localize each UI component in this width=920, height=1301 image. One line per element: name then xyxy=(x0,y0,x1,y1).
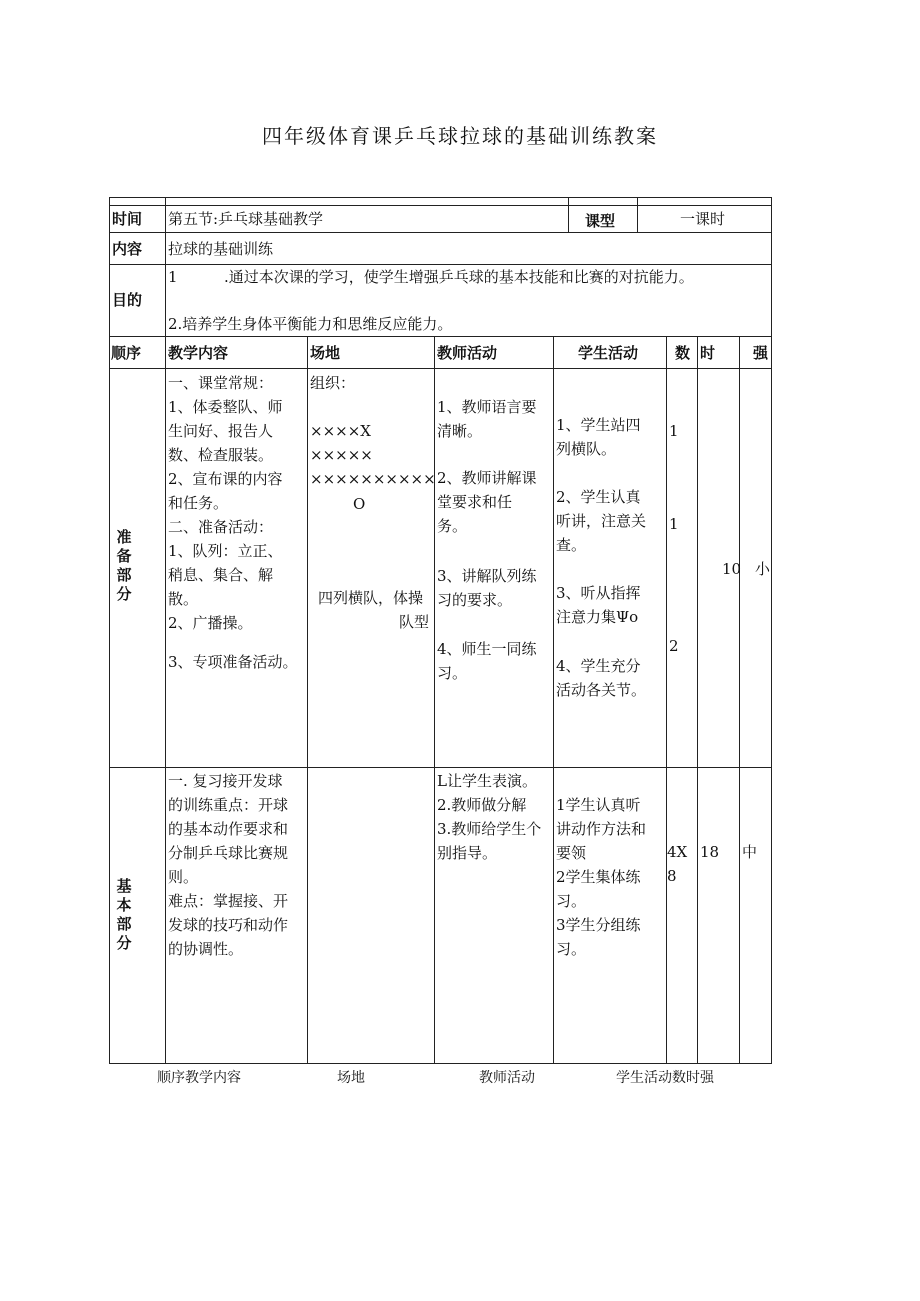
content-label: 内容 xyxy=(112,240,143,258)
type-label: 课型 xyxy=(585,212,616,230)
header-teacher: 教师活动 xyxy=(437,344,498,362)
prep-teacher-activity: 3、讲解队列练 习的要求。 xyxy=(437,567,537,609)
column-divider xyxy=(434,336,435,1064)
goal-item1-text: .通过本次课的学习，使学生增强乒乓球的基本技能和比赛的对抗能力。 xyxy=(224,268,694,286)
basic-student-activity: 1学生认真听 讲动作方法和 要领 2学生集体练 习。 3学生分组练 习。 xyxy=(556,796,647,958)
prep-student-activity: 2、学生认真 听讲，注意关 查。 xyxy=(556,488,647,554)
column-divider xyxy=(553,336,554,1064)
content-value: 拉球的基础训练 xyxy=(168,240,274,258)
type-value: 一课时 xyxy=(680,210,726,228)
table-border-right xyxy=(771,197,772,1064)
column-divider xyxy=(568,197,569,233)
prep-teacher-activity: 2、教师讲解课 堂要求和任 务。 xyxy=(437,469,537,535)
header-venue: 场地 xyxy=(310,344,341,362)
header-student: 学生活动 xyxy=(578,344,639,362)
goal-item2: 2.培养学生身体平衡能力和思维反应能力。 xyxy=(168,315,453,333)
venue-formation-desc: 四列横队，体操 xyxy=(318,589,424,607)
basic-section-label: 基本部分 xyxy=(116,877,132,952)
goal-label: 目的 xyxy=(112,291,143,309)
basic-content: 一. 复习接开发球 的训练重点：开球 的基本动作要求和 分制乒乓球比赛规 则。 难点：掌握接、开 发球的技巧和动作 的协调性。 xyxy=(168,772,289,958)
table-border-top xyxy=(109,197,772,198)
basic-intensity: 中 xyxy=(742,843,758,861)
header-order: 顺序 xyxy=(111,344,142,362)
prep-intensity: 小 xyxy=(755,560,771,578)
basic-time: 18 xyxy=(700,843,720,861)
header-intensity: 强 xyxy=(753,344,769,362)
column-divider xyxy=(165,197,166,1064)
column-divider xyxy=(666,336,667,1064)
prep-section-label: 准备部分 xyxy=(116,528,132,603)
venue-formation-row: ×××××××××× xyxy=(310,470,436,488)
row-divider xyxy=(109,232,772,233)
row-divider xyxy=(109,336,772,337)
prep-count: 1 xyxy=(669,515,679,533)
footer-student-rest: 学生活动数时强 xyxy=(616,1070,714,1086)
column-divider xyxy=(739,336,740,1064)
prep-teacher-activity: 1、教师语言要 清晰。 xyxy=(437,398,537,440)
prep-count: 1 xyxy=(669,422,679,440)
prep-time: 10 xyxy=(722,560,742,578)
prep-student-activity: 1、学生站四 列横队。 xyxy=(556,416,641,458)
column-divider xyxy=(637,197,638,233)
basic-teacher-activity: L让学生表演。 2.教师做分解 3.教师给学生个 别指导。 xyxy=(437,772,542,862)
header-content: 教学内容 xyxy=(168,344,229,362)
row-divider xyxy=(109,767,772,768)
column-divider xyxy=(307,336,308,1064)
venue-formation-row: ××××X xyxy=(310,422,371,440)
table-border-bottom xyxy=(109,1063,772,1064)
table-border-left xyxy=(109,197,110,1064)
header-count: 数 xyxy=(675,344,691,362)
venue-teacher-position: O xyxy=(353,495,366,513)
basic-count: 4X 8 xyxy=(667,843,688,885)
prep-content-last: 3、专项准备活动。 xyxy=(168,653,298,671)
venue-formation-row: ××××× xyxy=(310,446,373,464)
goal-item1-number: 1 xyxy=(168,268,178,286)
page-title: 四年级体育课乒乓球拉球的基础训练教案 xyxy=(262,124,658,148)
prep-count: 2 xyxy=(669,637,679,655)
time-label: 时间 xyxy=(112,210,143,228)
venue-organization: 组织： xyxy=(310,374,356,392)
header-time: 时 xyxy=(700,344,716,362)
footer-venue: 场地 xyxy=(337,1070,365,1086)
footer-order-content: 顺序教学内容 xyxy=(157,1070,241,1086)
footer-teacher: 教师活动 xyxy=(479,1070,535,1086)
prep-content: 一、课堂常规： 1、体委整队、师 生问好、报告人 数、检查服装。 2、宣布课的内容 和任务。 二、准备活动： 1、队列：立正、 稍息、集合、解 散。 2、广播操。 xyxy=(168,374,283,632)
prep-student-activity: 3、听从指挥 注意力集Ψo xyxy=(556,584,641,626)
prep-teacher-activity: 4、师生一同练 习。 xyxy=(437,640,537,682)
column-divider xyxy=(697,336,698,1064)
row-divider xyxy=(109,368,772,369)
row-divider xyxy=(109,205,772,206)
prep-student-activity: 4、学生充分 活动各关节。 xyxy=(556,657,647,699)
venue-formation-desc: 队型 xyxy=(399,613,430,631)
time-value: 第五节:乒乓球基础教学 xyxy=(168,210,324,228)
